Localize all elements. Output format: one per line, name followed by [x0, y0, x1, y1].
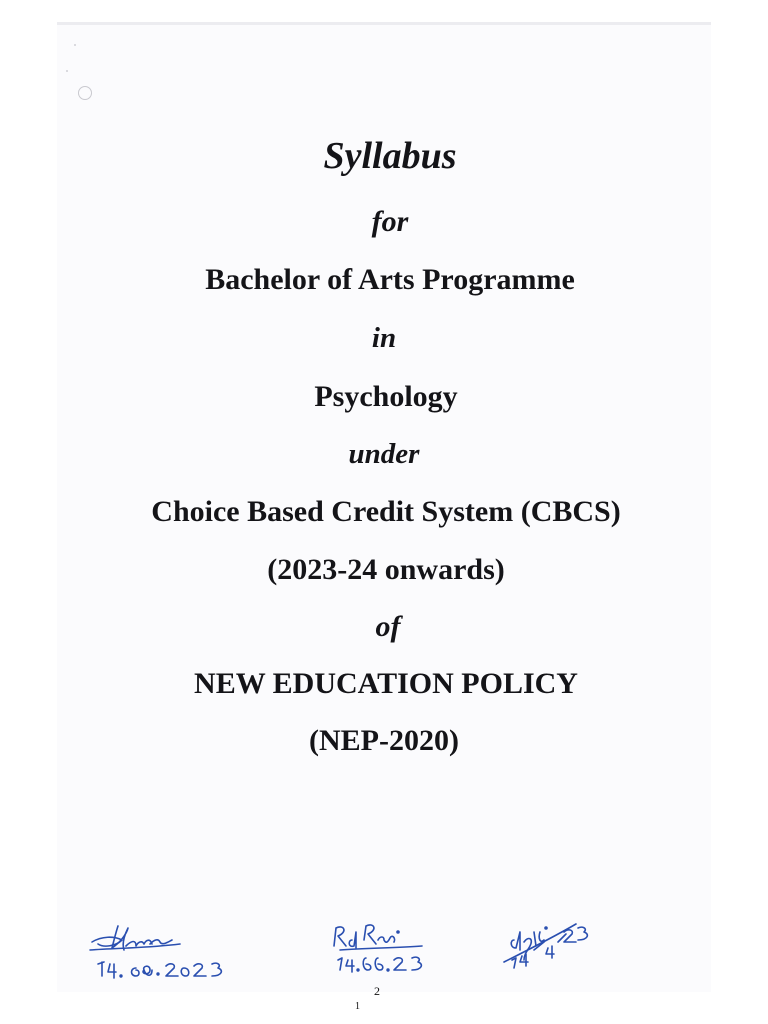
- punch-hole-mark: [78, 86, 92, 100]
- title-line-of: of: [375, 610, 401, 643]
- title-line-in: in: [371, 322, 397, 354]
- title-line-nep: (NEP-2020): [309, 724, 459, 757]
- signature-2: [326, 918, 456, 976]
- title-line-policy: NEW EDUCATION POLICY: [194, 667, 578, 700]
- title-line-system: Choice Based Credit System (CBCS): [151, 495, 621, 528]
- title-line-for: for: [371, 205, 409, 238]
- title-line-programme: Bachelor of Arts Programme: [205, 263, 575, 296]
- title-line-session: (2023-24 onwards): [267, 553, 505, 586]
- document-title: Syllabus: [323, 135, 457, 177]
- sheet-top-edge: [57, 22, 711, 25]
- scan-speck: [66, 70, 68, 72]
- title-line-under: under: [348, 438, 420, 470]
- scan-speck: [74, 44, 76, 46]
- signature-3: [498, 910, 594, 970]
- signature-1: [88, 918, 238, 988]
- page-number-outer: 1: [355, 1001, 360, 1012]
- title-line-subject: Psychology: [314, 380, 458, 413]
- page-number-inner: 2: [374, 984, 380, 998]
